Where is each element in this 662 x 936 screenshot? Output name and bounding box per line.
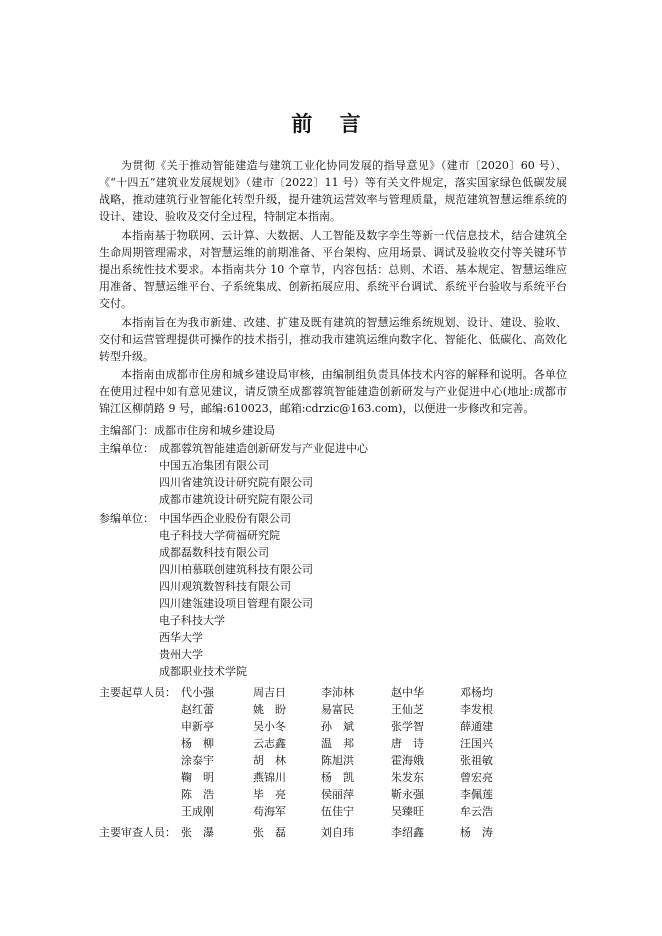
drafter-name: 王仙芝	[391, 703, 424, 716]
drafter-name: 涂泰宇	[181, 754, 214, 767]
drafter-name: 伍佳宁	[321, 805, 354, 818]
drafter-name: 苟海军	[253, 805, 286, 818]
reviewers-label: 主要审查人员：	[99, 826, 176, 839]
participating-unit-item: 电子科技大学荷福研究院	[159, 529, 280, 542]
chief-unit-item: 四川省建筑设计研究院有限公司	[159, 476, 313, 489]
reviewer-name: 张 磊	[253, 826, 286, 839]
participating-unit-item: 四川建瓴建设项目管理有限公司	[159, 597, 313, 610]
chief-department-value: 成都市住房和城乡建设局	[154, 424, 275, 437]
preface-paragraph-1: 为贯彻《关于推动智能建造与建筑工业化协同发展的指导意见》（建市〔2020〕60 号）、《“十四五”建筑业发展规划》（建市〔2022〕11 号）等有关文件规定，落实国家绿色低碳发展战略，推动建筑行业智能化转型升级，提升建筑运营效率与管理质量，规范建筑智慧运维系统的设计、建设、验收及交付全过程，特制定本指南。	[99, 159, 567, 224]
chief-unit-item: 中国五冶集团有限公司	[159, 459, 269, 472]
participating-units-label: 参编单位：	[99, 512, 154, 525]
drafter-name: 云志鑫	[253, 737, 286, 750]
drafter-name: 鞠 明	[181, 771, 214, 784]
drafter-name: 霍海娥	[391, 754, 424, 767]
drafter-name: 易富民	[321, 703, 354, 716]
drafter-name: 侯丽萍	[321, 788, 354, 801]
drafter-name: 杨 柳	[181, 737, 214, 750]
participating-unit-item: 四川柏慕联创建筑科技有限公司	[159, 563, 313, 576]
chief-units-label: 主编单位：	[99, 442, 154, 455]
participating-unit-item: 成都磊数科技有限公司	[159, 546, 269, 559]
drafter-name: 赵红蕾	[181, 703, 214, 716]
reviewer-name: 杨 涛	[460, 826, 493, 839]
reviewer-name: 刘自玮	[321, 826, 354, 839]
drafter-name: 杨 凯	[321, 771, 354, 784]
drafter-name: 赵中华	[391, 686, 424, 699]
drafter-name: 孙 斌	[321, 720, 354, 733]
drafter-name: 吴臻旺	[391, 805, 424, 818]
drafter-name: 李佩莲	[460, 788, 493, 801]
participating-unit-item: 中国华西企业股份有限公司	[159, 512, 291, 525]
reviewer-name: 张 瀑	[181, 826, 214, 839]
drafter-name: 李发根	[460, 703, 493, 716]
drafter-name: 温 邦	[321, 737, 354, 750]
drafter-name: 燕锦川	[253, 771, 286, 784]
participating-unit-item: 贵州大学	[159, 648, 203, 661]
preface-paragraph-4: 本指南由成都市住房和城乡建设局审核，由编制组负责具体技术内容的解释和说明。各单位在使用过程中如有意见建议，请反馈至成都蓉筑智能建造创新研发与产业促进中心(地址:成都市锦江区柳荫路 9 号，邮编:610023，邮箱:cdrzic@163.com)，以便进一步修改和完善。	[99, 368, 567, 416]
participating-unit-item: 电子科技大学	[159, 614, 225, 627]
drafter-name: 陈 浩	[181, 788, 214, 801]
drafter-name: 牟云浩	[460, 805, 493, 818]
drafter-name: 朱发东	[391, 771, 424, 784]
drafter-name: 薛通建	[460, 720, 493, 733]
drafter-name: 吴小冬	[253, 720, 286, 733]
participating-unit-item: 四川观筑数智科技有限公司	[159, 580, 291, 593]
participating-unit-item: 成都职业技术学院	[159, 665, 247, 678]
drafter-name: 毕 亮	[253, 788, 286, 801]
chief-unit-item: 成都市建筑设计研究院有限公司	[159, 493, 313, 506]
drafter-name: 王成刚	[181, 805, 214, 818]
drafter-name: 曾宏亮	[460, 771, 493, 784]
chief-department-label: 主编部门：	[99, 424, 154, 437]
drafter-name: 汪国兴	[460, 737, 493, 750]
reviewer-name: 李绍鑫	[391, 826, 424, 839]
drafter-name: 邓杨均	[460, 686, 493, 699]
drafter-name: 周吉日	[253, 686, 286, 699]
drafter-name: 姚 盼	[253, 703, 286, 716]
drafter-name: 李沛林	[321, 686, 354, 699]
participating-unit-item: 西华大学	[159, 631, 203, 644]
drafter-name: 唐 诗	[391, 737, 424, 750]
drafter-name: 陈旭洪	[321, 754, 354, 767]
preface-paragraph-3: 本指南旨在为我市新建、改建、扩建及既有建筑的智慧运维系统规划、设计、建设、验收、交付和运营管理提供可操作的技术指引，推动我市建筑运维向数字化、智能化、低碳化、高效化转型升级。	[99, 316, 567, 364]
drafter-name: 张学智	[391, 720, 424, 733]
chief-department-line	[99, 422, 275, 438]
drafter-name: 靳永强	[391, 788, 424, 801]
page-title: 前 言	[291, 111, 371, 136]
drafter-name: 张祖敏	[460, 754, 493, 767]
drafter-name: 申新亭	[181, 720, 214, 733]
preface-paragraph-2: 本指南基于物联网、云计算、大数据、人工智能及数字孪生等新一代信息技术，结合建筑全生命周期管理需求，对智慧运维的前期准备、平台架构、应用场景、调试及验收交付等关键环节提出系统性技术要求。本指南共分 10 个章节，内容包括：总则、术语、基本规定、智慧运维应用准备、智慧运维平台、子系统集成、创新拓展应用、系统平台调试、系统平台验收与系统平台交付。	[99, 229, 567, 311]
drafter-name: 代小强	[181, 686, 214, 699]
drafters-label: 主要起草人员：	[99, 686, 176, 699]
chief-unit-item: 成都蓉筑智能建造创新研发与产业促进中心	[159, 442, 368, 455]
drafter-name: 胡 林	[253, 754, 286, 767]
